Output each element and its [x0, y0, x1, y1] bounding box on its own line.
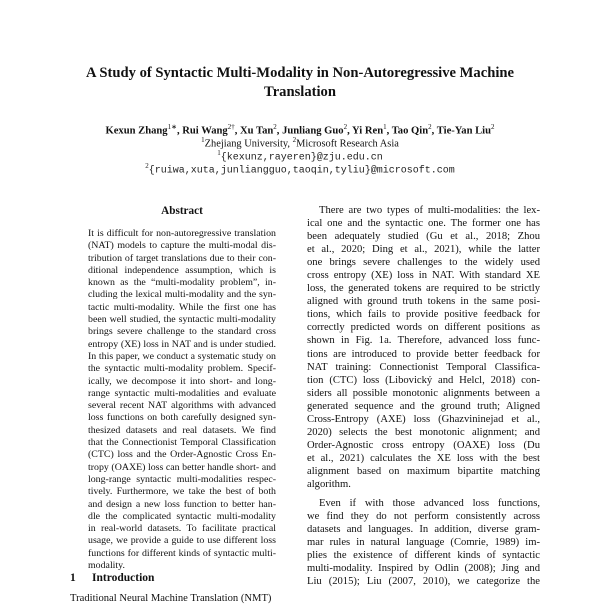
author-affil-sup: 1∗	[167, 123, 177, 131]
text-line: range syntactic multi-modalities and evaluate	[88, 387, 276, 399]
email-sup-2: 2	[145, 162, 149, 170]
text-line: alignment based on maximum bipartite matching	[307, 465, 540, 477]
author-affil-sup: 1	[383, 123, 387, 131]
author-name: Tao Qin	[391, 125, 429, 137]
section-heading-introduction	[70, 572, 154, 584]
affiliation-2: Microsoft Research Asia	[296, 138, 399, 150]
text-line: tropy (OAXE) loss can better handle short- and	[88, 461, 276, 473]
author-affil-sup: 2	[343, 123, 348, 131]
text-line: tribution of target translations due to their con-	[88, 252, 276, 264]
right-column	[307, 204, 540, 594]
text-line: multi-modality. Inspired by Odlin (2008); Jing and	[307, 563, 540, 575]
text-line: functions for different kinds of syntactic multi-	[88, 547, 276, 559]
affil-sup-2: 2	[292, 136, 297, 144]
text-line: shown in Fig. 1a. Therefore, advanced loss func-	[307, 335, 540, 347]
text-line: (NAT) models to capture the multi-modal dis-	[88, 240, 276, 252]
text-line: algorithm.	[307, 478, 351, 490]
text-line: entropy (XE) loss in NAT and is under studied.	[88, 338, 276, 350]
text-line: cluding the lexical multi-modality and the syn-	[88, 289, 276, 301]
text-line: Liu (2015); Liu (2007, 2010), we categorize the	[307, 576, 540, 588]
text-line: ical one and the syntactic one. The former one has	[307, 218, 540, 230]
text-line: generated sequence and the ground truth; Aligned	[307, 400, 540, 412]
text-line: Order-Agnostic cross entropy (OAXE) loss (Du	[307, 439, 540, 451]
text-line: brings severe challenge to the standard cross	[88, 326, 276, 338]
text-line: been adequately studied (Gu et al., 2018; Zhou	[307, 231, 540, 243]
author-affil-sup: 2†	[227, 123, 235, 131]
text-line: thesized datasets and real datasets. We find	[88, 424, 276, 436]
text-line: loss, the generated tokens are required to be strictly	[307, 283, 540, 295]
intro-first-line: Traditional Neural Machine Translation (NMT)	[70, 593, 272, 604]
text-line: in real-world datasets. To facilitate practical	[88, 523, 276, 535]
email-sup-1: 1	[217, 149, 221, 157]
email-2: {ruiwa,xuta,junliangguo,taoqin,tyliu}@microsoft.com	[148, 165, 455, 177]
text-line: tactic multi-modality. While the first one has	[88, 301, 276, 313]
text-line: plies the existence of different kinds of syntactic	[307, 550, 540, 562]
text-line: correctly predicted words on different positions as	[307, 322, 540, 334]
text-line: mar rules in natural language (Comrie, 1989) im-	[307, 537, 540, 549]
paper-title	[60, 64, 540, 102]
text-line: several recent NAT algorithms with advanced	[88, 400, 276, 412]
author-name: Junliang Guo	[282, 125, 344, 137]
text-line: modality.	[88, 560, 125, 572]
text-line: NAT training: Connectionist Temporal Classifica-	[307, 361, 540, 373]
author-name: Kexun Zhang	[105, 125, 168, 137]
email-1: {kexunz,rayeren}@zju.edu.cn	[220, 152, 383, 164]
author-affil-sup: 2	[273, 123, 277, 131]
text-line: Cross-Entropy (AXE) loss (Ghazvininejad et al.,	[307, 413, 540, 425]
text-line: we find they do not perform consistently across	[307, 511, 540, 523]
abstract-body	[88, 228, 276, 572]
text-line: tions are introduced to provide better feedback for	[307, 348, 540, 360]
affil-sup-1: 1	[201, 136, 205, 144]
abstract-heading: Abstract	[161, 205, 203, 217]
title-line-1: A Study of Syntactic Multi-Modality in Non-Autoregressive Machine	[86, 65, 514, 81]
text-line: aligned with ground truth tokens in the same posi-	[307, 296, 540, 308]
text-line: known as the “multi-modality problem”, in-	[88, 277, 276, 289]
text-line: that the Connectionist Temporal Classification	[88, 437, 276, 449]
text-line: usage, we provide a guide to use different loss	[88, 535, 276, 547]
text-line: 2020) selects the best monotonic alignment; and	[307, 426, 540, 438]
title-line-2: Translation	[264, 84, 336, 100]
affiliations: $^1$Zhejiang University, $^2$Microsoft Research Asia	[201, 136, 399, 150]
section-number: 1	[70, 572, 76, 584]
text-line: one brings severe challenges to the widely used	[307, 257, 540, 269]
text-line: the syntactic multi-modality problem. Specif-	[88, 363, 276, 375]
text-line: tions, which fails to provide positive feedback for	[307, 309, 540, 321]
author-affil-sup: 2	[491, 123, 495, 131]
text-line: tion (CTC) loss (Libovický and Helcl, 2018) con-	[307, 374, 540, 386]
affiliation-1: Zhejiang University	[204, 138, 288, 150]
email-line-2	[60, 160, 540, 177]
text-line: ically, we decompose it into short- and long-	[88, 375, 276, 387]
author-name: Rui Wang	[182, 125, 228, 137]
text-line: siders all possible monotonic alignments between a	[307, 387, 540, 399]
text-line: long-range syntactic multi-modalities respec-	[88, 473, 276, 485]
paragraph-advanced-loss	[307, 497, 540, 588]
text-line: In this paper, we conduct a systematic study on	[88, 350, 276, 362]
text-line: et al., 2021) calculates the XE loss with the best	[307, 452, 540, 464]
text-line: dle the complicated syntactic multi-modality	[88, 510, 276, 522]
author-list: Kexun Zhang$^{1∗}$, Rui Wang$^{2\dagger}$, Xu Tan$^2$, Junliang Guo$^2$, Yi Ren$^1$, Tao Qin$^2$, Tie-Yan Liu$^2$	[105, 123, 495, 137]
author-name: Xu Tan	[240, 125, 274, 137]
text-line: Even if with those advanced loss functions,	[319, 498, 540, 510]
text-line: and design a new loss function to better han-	[88, 498, 276, 510]
text-line: There are two types of multi-modalities: the lex-	[319, 205, 540, 216]
text-line: (CTC) loss and the Order-Agnostic Cross En-	[88, 449, 276, 461]
text-line: been well studied, the syntactic multi-modality	[88, 314, 276, 326]
text-line: It is difficult for non-autoregressive translation	[88, 228, 276, 239]
text-line: cross entropy (XE) loss in NAT. With standard XE	[307, 270, 540, 282]
paragraph-multi-modality-types	[307, 204, 540, 491]
text-line: et al., 2020; Ding et al., 2021), while the latter	[307, 244, 540, 256]
author-name: Yi Ren	[352, 125, 384, 137]
author-affil-sup: 2	[428, 123, 432, 131]
text-line: datasets and languages. In addition, diverse gram-	[307, 524, 540, 536]
author-name: Tie-Yan Liu	[436, 125, 492, 137]
text-line: ditional independence assumption, which is	[88, 264, 276, 276]
section-title: Introduction	[92, 572, 155, 584]
text-line: tively. Furthermore, we take the best of both	[88, 486, 276, 498]
text-line: loss functions on both carefully designed syn-	[88, 412, 276, 424]
